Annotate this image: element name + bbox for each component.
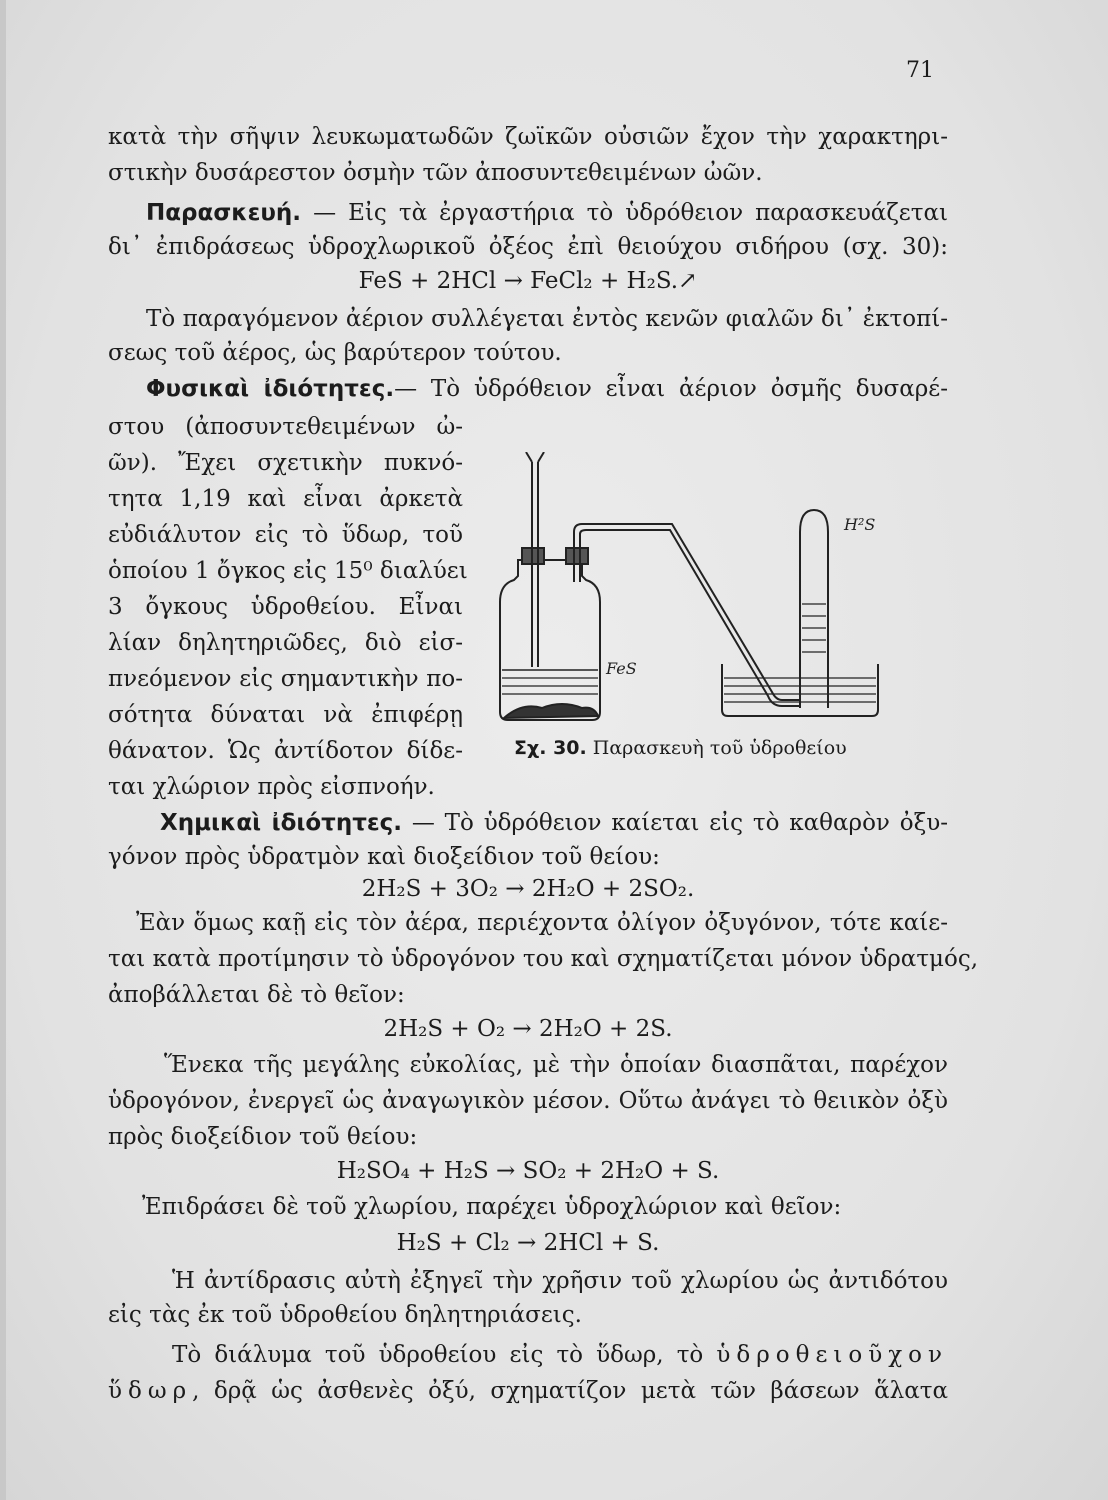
generating-flask xyxy=(500,548,600,720)
text-line: ῶν). Ἔχει σχετικὴν πυκνό- xyxy=(108,450,463,476)
text-line: κατὰ τὴν σῆψιν λευκωματωδῶν ζωϊκῶν οὐσιῶν ἔχον τὴν χαρακτηρι- xyxy=(108,124,948,150)
figure-caption-text: Παρασκευὴ τοῦ ὑδροθείου xyxy=(586,737,847,759)
text-line: ὑδρογόνον, ἐνεργεῖ ὡς ἀναγωγικὸν μέσον. Οὕτω ἀνάγει τὸ θειικὸν ὀξὺ xyxy=(108,1088,948,1114)
text-line: πρὸς διοξείδιον τοῦ θείου: xyxy=(108,1124,418,1150)
page-edge xyxy=(0,0,6,1500)
label-fes: FeS xyxy=(606,659,637,678)
text-line xyxy=(108,808,948,838)
text-line: Ἐπιδράσει δὲ τοῦ χλωρίου, παρέχει ὑδροχλώριον καὶ θεῖον: xyxy=(142,1194,842,1220)
text-line: σεως τοῦ ἀέρος, ὡς βαρύτερον τούτου. xyxy=(108,340,562,366)
spaced-term: ὑδροθειοῦχον xyxy=(716,1342,948,1368)
text-line: τητα 1,19 καὶ εἶναι ἀρκετὰ xyxy=(108,486,463,512)
section-heading-preparation: Παρασκευή. xyxy=(146,200,302,226)
text-line: ται χλώριον πρὸς εἰσπνοήν. xyxy=(108,774,435,800)
text-line: Ἐὰν ὅμως καῇ εἰς τὸν ἀέρα, περιέχοντα ὀλίγον ὀξυγόνον, τότε καίε- xyxy=(136,910,948,936)
equation-2: 2H₂S + 3O₂ → 2H₂O + 2SO₂. xyxy=(361,876,695,902)
equation-4: H₂SO₄ + H₂S → SO₂ + 2H₂O + S. xyxy=(336,1158,720,1184)
text-line: εἰς τὰς ἐκ τοῦ ὑδροθείου δηλητηριάσεις. xyxy=(108,1302,582,1328)
section-heading-chemical: Χημικαὶ ἰδιότητες. xyxy=(160,810,403,836)
text-line xyxy=(108,1340,948,1370)
text-line: πνεόμενον εἰς σημαντικὴν πο- xyxy=(108,666,463,692)
text-span: — Τὸ ὑδρόθειον εἶναι ἀέριον ὀσμῆς δυσαρέ- xyxy=(394,376,948,402)
text-line xyxy=(108,1376,948,1406)
text-line: σότητα δύναται νὰ ἐπιφέρῃ xyxy=(108,702,463,728)
text-line xyxy=(108,198,948,228)
text-span: Τὸ διάλυμα τοῦ ὑδροθείου εἰς τὸ ὕδωρ, τὸ xyxy=(172,1342,717,1368)
equation-3: 2H₂S + O₂ → 2H₂O + 2S. xyxy=(383,1016,673,1042)
equation-1: FeS + 2HCl → FeCl₂ + H₂S.↗ xyxy=(358,268,698,294)
label-h2s: H²S xyxy=(844,515,876,534)
apparatus-figure xyxy=(482,452,952,742)
text-line: Ἡ ἀντίδρασις αὐτὴ ἐξηγεῖ τὴν χρῆσιν τοῦ χλωρίου ὡς ἀντιδότου xyxy=(172,1268,948,1294)
page-number: 71 xyxy=(906,58,934,83)
delivery-tube xyxy=(574,524,800,706)
text-line: ται κατὰ προτίμησιν τὸ ὑδρογόνον του καὶ σχηματίζεται μόνον ὑδρατμός, xyxy=(108,946,979,972)
text-line: ὁποίου 1 ὄγκος εἰς 15⁰ διαλύει xyxy=(108,558,468,584)
text-line: στικὴν δυσάρεστον ὀσμὴν τῶν ἀποσυντεθειμένων ὠῶν. xyxy=(108,160,763,186)
text-span: — Τὸ ὑδρόθειον καίεται εἰς τὸ καθαρὸν ὀξυ- xyxy=(402,810,948,836)
text-line: 3 ὄγκους ὑδροθείου. Εἶναι xyxy=(108,594,463,620)
text-span: — Εἰς τὰ ἐργαστήρια τὸ ὑδρόθειον παρασκευάζεται xyxy=(301,200,948,226)
text-line: θάνατον. Ὡς ἀντίδοτον δίδε- xyxy=(108,738,463,764)
equation-5: H₂S + Cl₂ → 2HCl + S. xyxy=(396,1230,660,1256)
figure-caption-number: Σχ. 30. xyxy=(514,737,587,759)
text-span: , δρᾷ ὡς ἀσθενὲς ὀξύ, σχηματίζον μετὰ τῶν βάσεων ἅλατα xyxy=(192,1378,948,1404)
spaced-term: ὕδωρ xyxy=(108,1378,193,1404)
text-line: δι᾽ ἐπιδράσεως ὑδροχλωρικοῦ ὀξέος ἐπὶ θειούχου σιδήρου (σχ. 30): xyxy=(108,234,948,260)
figure-caption xyxy=(514,737,847,759)
text-line: Ἕνεκα τῆς μεγάλης εὐκολίας, μὲ τὴν ὁποίαν διασπᾶται, παρέχον xyxy=(164,1052,948,1078)
text-line: στου (ἀποσυντεθειμένων ὠ- xyxy=(108,414,463,440)
text-line: εὐδιάλυτον εἰς τὸ ὕδωρ, τοῦ xyxy=(108,522,463,548)
text-line: λίαν δηλητηριῶδες, διὸ εἰσ- xyxy=(108,630,463,656)
section-heading-physical: Φυσικαὶ ἰδιότητες. xyxy=(146,376,395,402)
text-line: ἀποβάλλεται δὲ τὸ θεῖον: xyxy=(108,982,405,1008)
text-line xyxy=(108,374,948,404)
text-line: Τὸ παραγόμενον ἀέριον συλλέγεται ἐντὸς κενῶν φιαλῶν δι᾽ ἐκτοπί- xyxy=(146,306,948,332)
text-line: γόνον πρὸς ὑδρατμὸν καὶ διοξείδιον τοῦ θείου: xyxy=(108,844,660,870)
